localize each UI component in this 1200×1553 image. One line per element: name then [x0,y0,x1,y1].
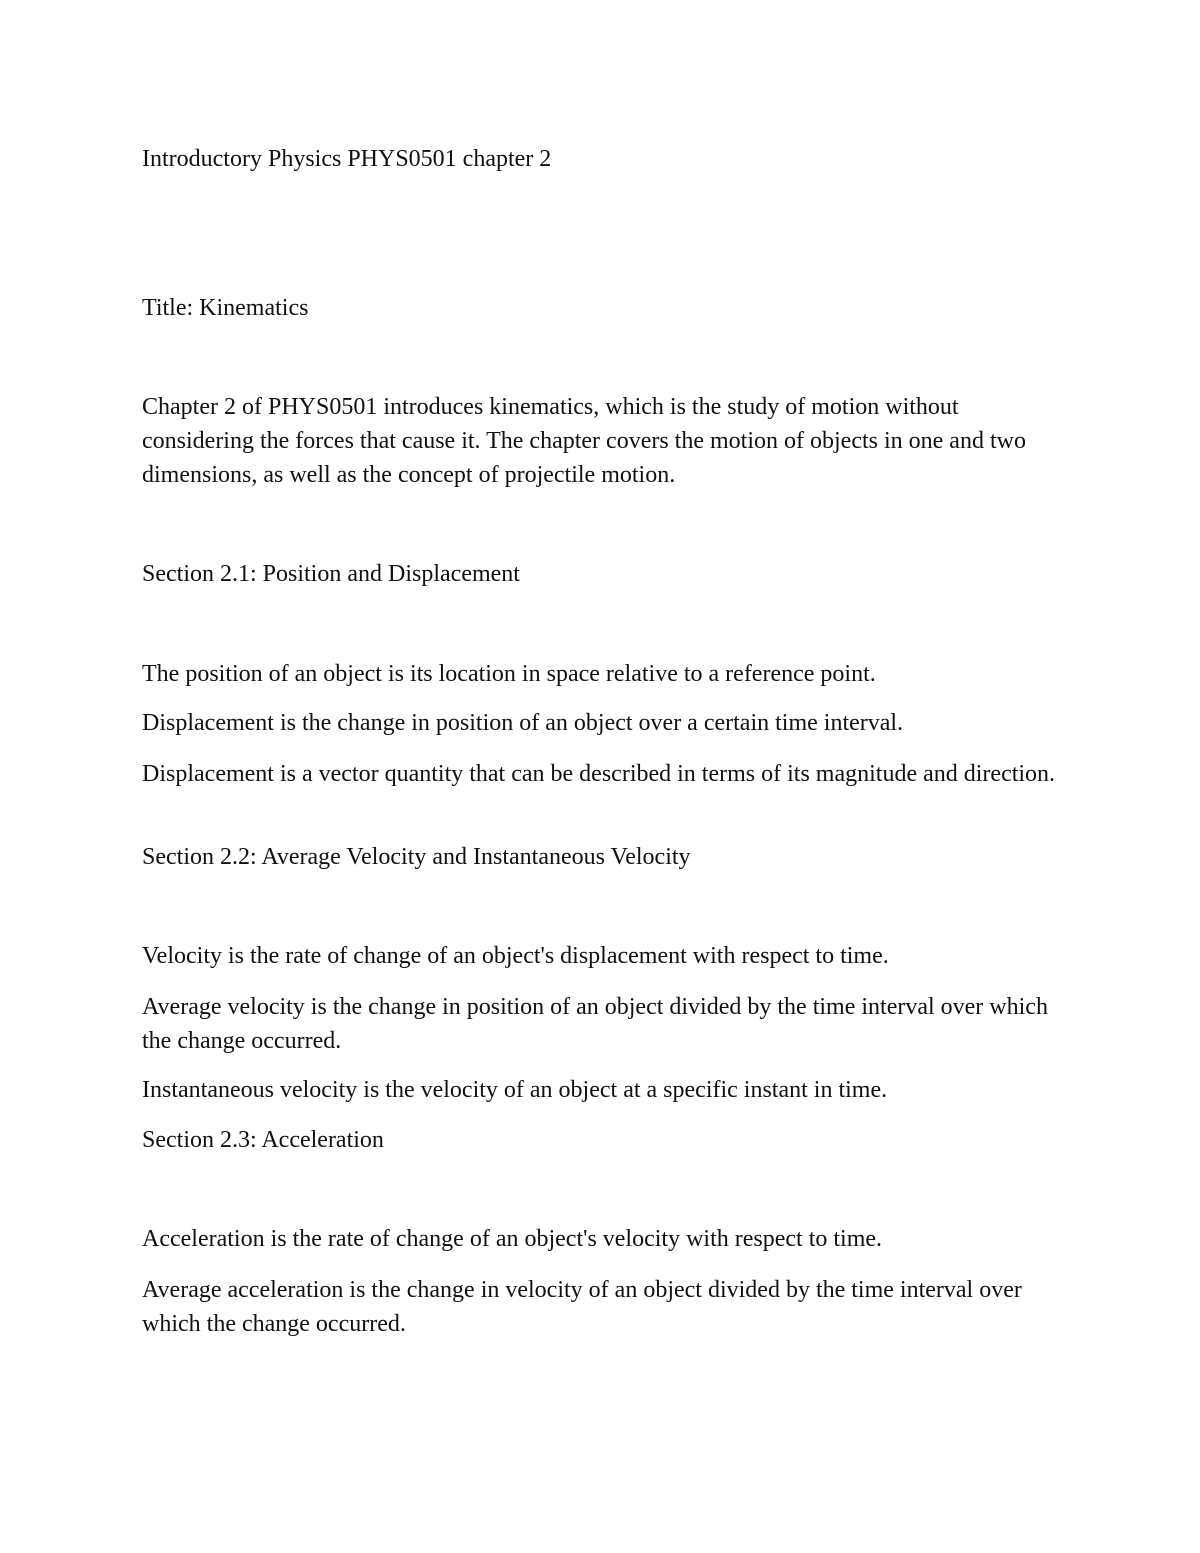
document-header: Introductory Physics PHYS0501 chapter 2 [142,146,552,172]
section-2-2-paragraph: Average velocity is the change in position of an object divided by the time interval over which the change occurred. [142,994,1054,1054]
section-2-2-paragraph: Velocity is the rate of change of an object's displacement with respect to time. [142,943,889,969]
section-2-1-paragraph: Displacement is a vector quantity that can be described in terms of its magnitude and direction. [142,761,1056,787]
intro-paragraph: Chapter 2 of PHYS0501 introduces kinematics, which is the study of motion without considering the forces that cause it. The chapter covers the motion of objects in one and two dimensions, as well as the concept of projectile motion. [142,394,1032,488]
section-2-1-paragraph: Displacement is the change in position of an object over a certain time interval. [142,710,904,736]
section-heading-2-1: Section 2.1: Position and Displacement [142,561,520,587]
document-title: Title: Kinematics [142,295,309,321]
section-2-2-paragraph: Instantaneous velocity is the velocity of an object at a specific instant in time. [142,1077,888,1103]
section-heading-2-2: Section 2.2: Average Velocity and Instantaneous Velocity [142,844,691,870]
section-2-3-paragraph: Acceleration is the rate of change of an object's velocity with respect to time. [142,1226,883,1252]
section-2-1-paragraph: The position of an object is its location in space relative to a reference point. [142,661,876,687]
section-2-3-paragraph: Average acceleration is the change in velocity of an object divided by the time interval over which the change occurred. [142,1277,1028,1337]
section-heading-2-3: Section 2.3: Acceleration [142,1127,384,1153]
